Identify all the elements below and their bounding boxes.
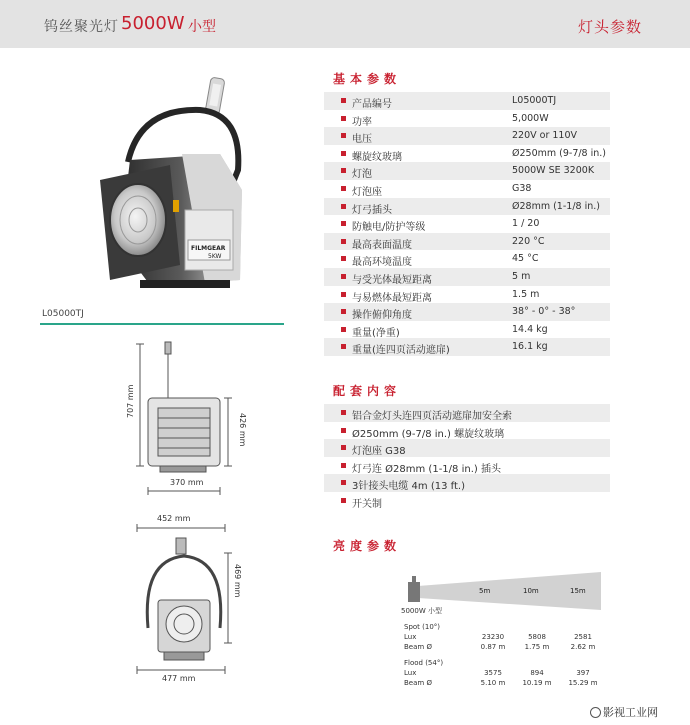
spot-beam-15m: 2.62 m bbox=[570, 643, 596, 651]
watermark-text: 影视工业网 bbox=[603, 706, 658, 719]
accessory-item bbox=[324, 474, 610, 492]
accessory-item bbox=[324, 492, 610, 510]
spot-lux-5m: 23230 bbox=[481, 633, 505, 641]
spec-value: G38 bbox=[512, 182, 532, 194]
dimension-drawings bbox=[100, 338, 290, 688]
beam-label: Beam Ø bbox=[404, 643, 432, 651]
spot-lux-15m: 2581 bbox=[574, 633, 592, 641]
bullet-icon bbox=[341, 133, 346, 138]
spec-row bbox=[324, 92, 610, 110]
bullet-icon bbox=[341, 327, 346, 332]
page-title-power: 5000W bbox=[121, 13, 185, 34]
spec-key: 重量(连四页活动遮扉) bbox=[352, 345, 450, 357]
watermark-logo-icon bbox=[590, 707, 601, 718]
spec-row bbox=[324, 321, 610, 339]
header-bar bbox=[0, 0, 690, 48]
spec-key: 灯泡座 bbox=[352, 186, 382, 198]
spec-row bbox=[324, 303, 610, 321]
spec-row bbox=[324, 286, 610, 304]
spec-row bbox=[324, 145, 610, 163]
accessories-heading: 配套内容 bbox=[333, 384, 402, 398]
flood-lux-5m: 3575 bbox=[484, 669, 502, 677]
dim-body-height: 426 mm bbox=[238, 413, 247, 447]
accessory-item bbox=[324, 404, 610, 422]
distance-15m: 15m bbox=[570, 587, 586, 595]
dim-side-width: 477 mm bbox=[162, 674, 196, 683]
bullet-icon bbox=[341, 98, 346, 103]
spec-key: 电压 bbox=[352, 134, 372, 146]
lux-label: Lux bbox=[404, 669, 417, 677]
spot-label-row bbox=[404, 623, 604, 633]
spot-beam-row bbox=[404, 643, 604, 653]
spec-key: 操作俯仰角度 bbox=[352, 310, 412, 322]
accessory-item bbox=[324, 457, 610, 475]
spec-row bbox=[324, 268, 610, 286]
flood-beam-15m: 15.29 m bbox=[568, 679, 598, 687]
badge-text: 5KW bbox=[208, 253, 222, 260]
accessory-text: 3针接头电缆 4m (13 ft.) bbox=[352, 481, 465, 493]
flood-beam-row bbox=[404, 679, 604, 689]
spec-row bbox=[324, 198, 610, 216]
accessory-text: 开关制 bbox=[352, 498, 382, 510]
spot-label: Spot (10°) bbox=[404, 623, 441, 631]
spec-row bbox=[324, 338, 610, 356]
spec-key: 与易燃体最短距离 bbox=[352, 292, 432, 304]
bullet-icon bbox=[341, 274, 346, 279]
spec-key: 最高表面温度 bbox=[352, 239, 412, 251]
flood-lux-row bbox=[404, 669, 604, 679]
spot-beam-5m: 0.87 m bbox=[480, 643, 506, 651]
flood-lux-10m: 894 bbox=[530, 669, 544, 677]
spot-lux-10m: 5808 bbox=[528, 633, 546, 641]
watermark bbox=[590, 704, 658, 720]
photometrics-heading: 亮度参数 bbox=[333, 539, 402, 553]
spec-row bbox=[324, 233, 610, 251]
dim-front-width: 370 mm bbox=[170, 478, 204, 487]
spec-value: 1.5 m bbox=[512, 288, 540, 300]
flood-lux-15m: 397 bbox=[576, 669, 590, 677]
bullet-icon bbox=[341, 480, 346, 485]
distance-10m: 10m bbox=[523, 587, 539, 595]
bullet-icon bbox=[341, 239, 346, 244]
page-title: 钨丝聚光灯 bbox=[44, 19, 119, 35]
page-title-suffix: 小型 bbox=[188, 19, 216, 35]
bullet-icon bbox=[341, 428, 346, 433]
spec-key: 重量(净重) bbox=[352, 327, 400, 339]
flood-label-row bbox=[404, 659, 604, 669]
bullet-icon bbox=[341, 186, 346, 191]
bullet-icon bbox=[341, 204, 346, 209]
spec-row bbox=[324, 162, 610, 180]
flood-beam-5m: 5.10 m bbox=[480, 679, 506, 687]
distance-5m: 5m bbox=[479, 587, 491, 595]
bullet-icon bbox=[341, 309, 346, 314]
accessory-text: Ø250mm (9-7/8 in.) 螺旋纹玻璃 bbox=[352, 428, 505, 440]
bullet-icon bbox=[341, 168, 346, 173]
spec-value: 14.4 kg bbox=[512, 323, 548, 335]
spec-value: 1 / 20 bbox=[512, 218, 540, 230]
product-caption: L05000TJ bbox=[42, 309, 84, 319]
beam-label: Beam Ø bbox=[404, 679, 432, 687]
dim-side-top-width: 452 mm bbox=[157, 514, 191, 523]
accessory-text: 灯泡座 G38 bbox=[352, 446, 406, 458]
section-tag: 灯头参数 bbox=[577, 18, 642, 36]
bullet-icon bbox=[341, 292, 346, 297]
spec-row bbox=[324, 250, 610, 268]
spec-row bbox=[324, 127, 610, 145]
spec-value: 5 m bbox=[512, 270, 531, 282]
bullet-icon bbox=[341, 463, 346, 468]
spot-lux-row bbox=[404, 633, 604, 643]
spec-row bbox=[324, 110, 610, 128]
spec-value: L05000TJ bbox=[512, 95, 557, 106]
bullet-icon bbox=[341, 498, 346, 503]
spec-key: 防触电/防护等级 bbox=[352, 222, 426, 234]
bullet-icon bbox=[341, 445, 346, 450]
spec-row bbox=[324, 180, 610, 198]
specs-heading: 基本参数 bbox=[333, 72, 402, 86]
caption-divider bbox=[40, 323, 284, 325]
brand-text: FILMGEAR bbox=[191, 245, 226, 252]
spec-row bbox=[324, 215, 610, 233]
spec-key: 最高环境温度 bbox=[352, 257, 412, 269]
spec-value: 45 °C bbox=[512, 253, 539, 265]
spec-value: Ø28mm (1-1/8 in.) bbox=[512, 200, 600, 212]
spec-key: 灯泡 bbox=[352, 169, 372, 181]
accessory-text: 灯弓连 Ø28mm (1-1/8 in.) 插头 bbox=[352, 463, 501, 475]
spec-key: 与受光体最短距离 bbox=[352, 274, 432, 286]
spot-beam-10m: 1.75 m bbox=[524, 643, 550, 651]
bullet-icon bbox=[341, 410, 346, 415]
accessories-list bbox=[324, 404, 610, 510]
flood-beam-10m: 10.19 m bbox=[522, 679, 552, 687]
spec-table bbox=[324, 92, 610, 356]
spec-value: Ø250mm (9-7/8 in.) bbox=[512, 147, 607, 159]
spec-value: 38° - 0° - 38° bbox=[512, 306, 576, 318]
spec-key: 产品编号 bbox=[352, 99, 392, 110]
bullet-icon bbox=[341, 344, 346, 349]
spec-value: 16.1 kg bbox=[512, 341, 548, 353]
spec-value: 220 °C bbox=[512, 235, 545, 247]
spec-value: 5,000W bbox=[512, 112, 549, 124]
bullet-icon bbox=[341, 151, 346, 156]
photometric-table bbox=[404, 623, 604, 689]
spec-value: 220V or 110V bbox=[512, 130, 578, 142]
bullet-icon bbox=[341, 116, 346, 121]
model-label: 5000W 小型 bbox=[401, 607, 442, 615]
dim-front-height: 707 mm bbox=[126, 384, 135, 418]
dim-side-height: 469 mm bbox=[233, 564, 242, 598]
spec-key: 功率 bbox=[352, 116, 372, 128]
spec-key: 灯弓插头 bbox=[352, 204, 392, 216]
bullet-icon bbox=[341, 221, 346, 226]
lux-label: Lux bbox=[404, 633, 417, 641]
flood-label: Flood (54°) bbox=[404, 659, 444, 667]
accessory-item bbox=[324, 422, 610, 440]
spec-value: 5000W SE 3200K bbox=[512, 165, 595, 177]
product-photo bbox=[70, 70, 285, 310]
bullet-icon bbox=[341, 256, 346, 261]
accessory-item bbox=[324, 439, 610, 457]
spec-key: 螺旋纹玻璃 bbox=[352, 151, 402, 163]
accessory-text: 铝合金灯头连四页活动遮扉加安全索 bbox=[352, 411, 512, 422]
